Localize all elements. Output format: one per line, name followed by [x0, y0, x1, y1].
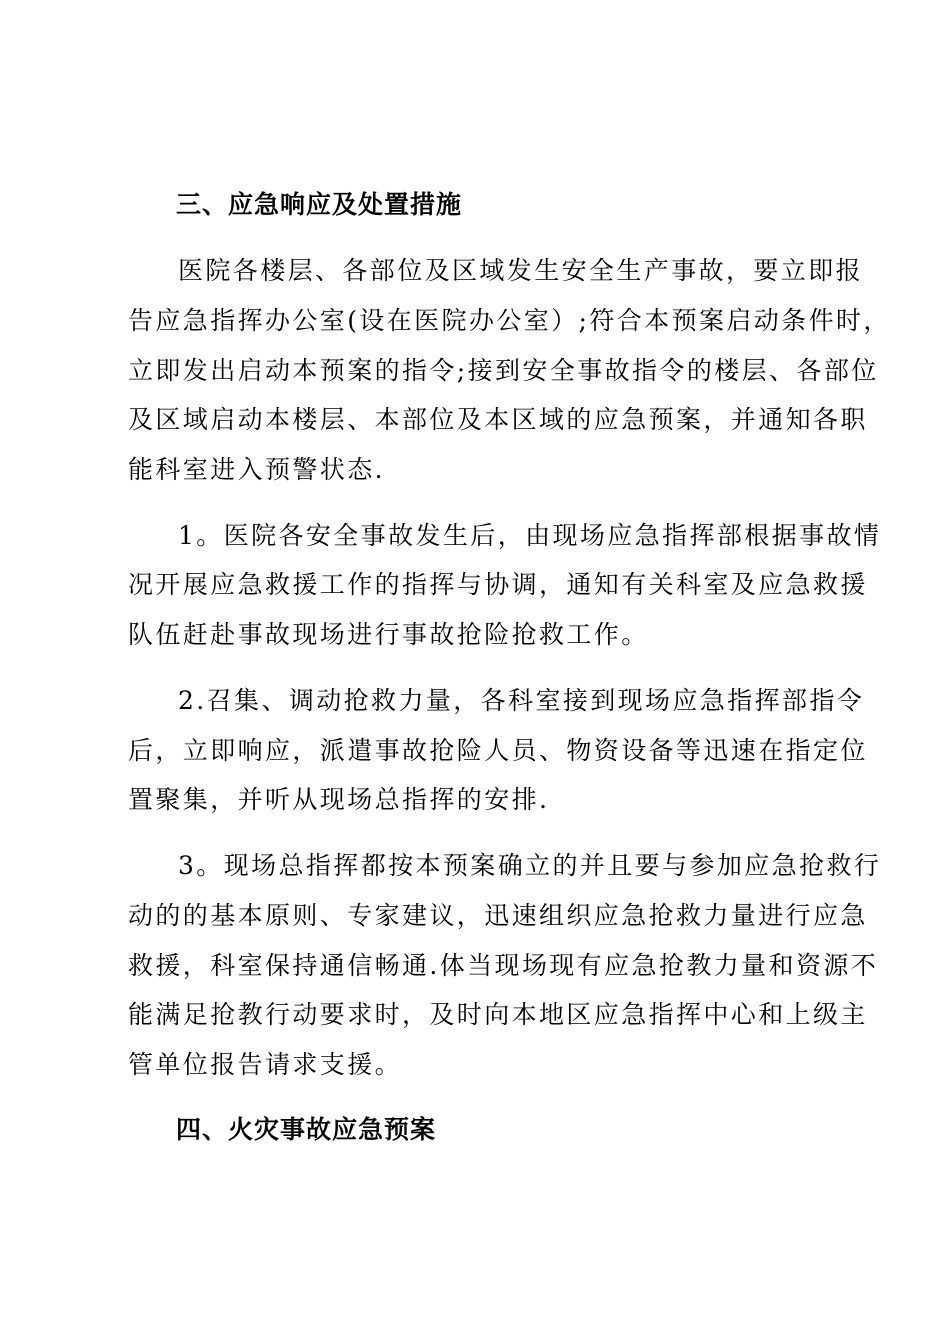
paragraph-line: 队伍赶赴事故现场进行事故抢险抢救工作。 — [128, 620, 649, 649]
paragraph-line: 能满足抢教行动要求时，及时向本地区应急指挥中心和上级主 — [128, 1000, 868, 1029]
paragraph-line: 动的的基本原则、专家建议，迅速组织应急抢救力量进行应急 — [128, 901, 868, 930]
paragraph-line: 能科室进入预警状态. — [128, 455, 385, 484]
paragraph-line: 立即发出启动本预案的指令;接到安全事故指令的楼层、各部位 — [128, 356, 879, 385]
section-heading-fire-accident-plan: 四、火灾事故应急预案 — [176, 1115, 437, 1144]
paragraph-line: 况开展应急救援工作的指挥与协调，通知有关科室及应急救援 — [128, 570, 868, 599]
paragraph-line: 置聚集，并听从现场总指挥的安排. — [128, 785, 550, 814]
paragraph-line: 管单位报告请求支援。 — [128, 1050, 403, 1079]
paragraph-line: 3。现场总指挥都按本预案确立的并且要与参加应急抢救行 — [178, 851, 882, 880]
paragraph-line: 医院各楼层、各部位及区域发生安全生产事故，要立即报 — [178, 256, 864, 285]
paragraph-line: 后，立即响应，派遣事故抢险人员、物资设备等迅速在指定位 — [128, 736, 868, 765]
paragraph-line: 及区域启动本楼层、本部位及本区域的应急预案，并通知各职 — [128, 405, 868, 434]
paragraph-line: 救援，科室保持通信畅通.体当现场现有应急抢教力量和资源不 — [128, 951, 879, 980]
paragraph-line: 2.召集、调动抢救力量，各科室接到现场应急指挥部指令 — [178, 686, 865, 715]
paragraph-line: 1。医院各安全事故发生后，由现场应急指挥部根据事故情 — [178, 521, 882, 550]
section-heading-emergency-response: 三、应急响应及处置措施 — [176, 190, 463, 219]
paragraph-line: 告应急指挥办公室(设在医院办公室）;符合本预案启动条件时， — [128, 306, 891, 335]
